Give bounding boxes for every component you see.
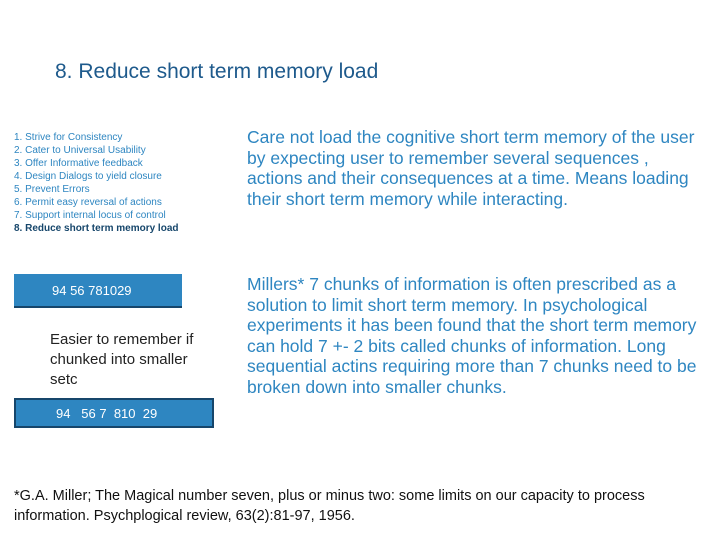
principle-item: 1. Strive for Consistency bbox=[14, 132, 123, 143]
principles-list bbox=[14, 131, 224, 235]
footnote-citation: *G.A. Miller; The Magical number seven, plus or minus two: some limits on our capacity to process information. Psychplogical review, 63(2):81-97, 1956. bbox=[14, 488, 645, 524]
paragraph-definition: Care not load the cognitive short term memory of the user by expecting user to remember several sequences , actions and their consequences at a time. Means loading their short term memory while interacting. bbox=[247, 127, 695, 209]
chunked-number-box: 94 56 7 810 29 bbox=[14, 398, 214, 428]
principle-item: 6. Permit easy reversal of actions bbox=[14, 197, 162, 208]
principle-item: 3. Offer Informative feedback bbox=[14, 158, 143, 169]
slide-title: 8. Reduce short term memory load bbox=[55, 60, 379, 83]
principle-item: 5. Prevent Errors bbox=[14, 184, 90, 195]
principle-item-current: 8. Reduce short term memory load bbox=[14, 223, 179, 234]
unchunked-number-box: 94 56 781029 bbox=[14, 274, 182, 308]
principle-item: 2. Cater to Universal Usability bbox=[14, 145, 146, 156]
principle-item: 7. Support internal locus of control bbox=[14, 210, 166, 221]
chunking-note: Easier to remember if chunked into smaller setc bbox=[50, 331, 194, 388]
paragraph-millers-rule: Millers* 7 chunks of information is often prescribed as a solution to limit short term memory. In psychological experiments it has been found that the short term memory can hold 7 +- 2 bits called chunks of information. Long sequential actins requiring more than 7 chunks need to be broken down into smaller chunks. bbox=[247, 274, 697, 397]
principle-item: 4. Design Dialogs to yield closure bbox=[14, 171, 162, 182]
